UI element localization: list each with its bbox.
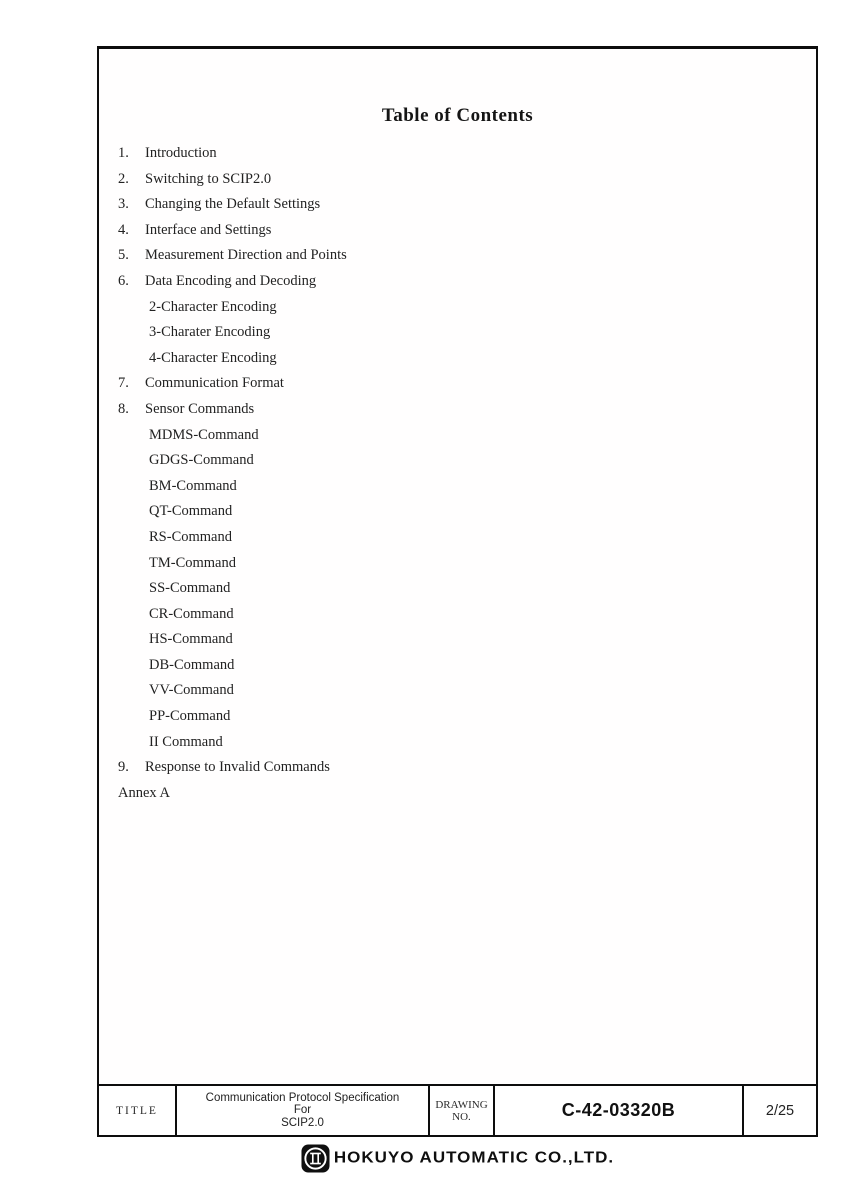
- toc-item: [118, 653, 678, 679]
- toc-item-number: 4.: [118, 221, 129, 238]
- toc-item-label: VV-Command: [149, 682, 234, 699]
- toc-item-label: QT-Command: [149, 503, 233, 520]
- toc-item: [118, 243, 678, 269]
- toc-list: [118, 141, 678, 806]
- toc-item: [118, 397, 678, 423]
- company-name: HOKUYO AUTOMATIC CO.,LTD.: [333, 1148, 615, 1167]
- toc-item: [118, 602, 678, 628]
- toc-item: [118, 781, 678, 807]
- toc-item-label: MDMS-Command: [149, 426, 259, 443]
- toc-item-label: 4-Character Encoding: [149, 349, 277, 366]
- toc-item-label: TM-Command: [149, 554, 236, 571]
- toc-item: [118, 448, 678, 474]
- toc-item-label: DB-Command: [149, 656, 235, 673]
- toc-item-number: 5.: [118, 247, 129, 264]
- toc-item-label: BM-Command: [149, 477, 237, 494]
- toc-item-label: Sensor Commands: [145, 400, 255, 417]
- toc-item: [118, 320, 678, 346]
- toc-item: [118, 551, 678, 577]
- toc-item: [118, 499, 678, 525]
- toc-item-label: RS-Command: [149, 528, 232, 545]
- toc-item: [118, 576, 678, 602]
- toc-item-label: 3-Charater Encoding: [149, 324, 271, 341]
- title-block-drawing-number: C-42-03320B: [495, 1086, 744, 1135]
- title-block-drawing-no-label: DRAWING NO.: [430, 1086, 495, 1135]
- toc-item: [118, 423, 678, 449]
- toc-item-number: 8.: [118, 400, 129, 417]
- hokuyo-logo-icon: [301, 1144, 330, 1173]
- toc-item: [118, 346, 678, 372]
- toc-item-number: 9.: [118, 759, 129, 776]
- toc-item-label: Interface and Settings: [145, 221, 272, 238]
- toc-item-label: Measurement Direction and Points: [145, 247, 347, 264]
- toc-item-label: GDGS-Command: [149, 452, 254, 469]
- toc-item-number: 1.: [118, 145, 129, 161]
- toc-item-label: Switching to SCIP2.0: [145, 170, 272, 187]
- toc-item-label: Introduction: [145, 145, 217, 161]
- toc-item-label: CR-Command: [149, 605, 234, 622]
- toc-item: [118, 525, 678, 551]
- footer-brand: [97, 1142, 818, 1174]
- toc-item: [118, 167, 678, 193]
- toc-item: [118, 218, 678, 244]
- toc-item: [118, 269, 678, 295]
- toc-item-label: 2-Character Encoding: [149, 298, 277, 315]
- toc-item: [118, 141, 678, 167]
- title-block-label: TITLE: [99, 1086, 177, 1135]
- toc-item-label: Communication Format: [145, 375, 284, 392]
- toc-item-label: Changing the Default Settings: [145, 196, 321, 213]
- toc-item: [118, 704, 678, 730]
- title-block-document-title: Communication Protocol Specification For SCIP2.0: [177, 1086, 430, 1135]
- toc-item: [118, 730, 678, 756]
- toc-item-number: 3.: [118, 196, 129, 213]
- toc-item: [118, 755, 678, 781]
- footer-title-block-table: [97, 1084, 818, 1137]
- toc-item-label: PP-Command: [149, 708, 231, 725]
- toc-item-number: 7.: [118, 375, 129, 392]
- toc-item-label: II Command: [149, 733, 223, 750]
- toc-item-number: 6.: [118, 272, 129, 289]
- toc-item-label: Response to Invalid Commands: [145, 759, 330, 776]
- toc-item: [118, 371, 678, 397]
- toc-item-label: Data Encoding and Decoding: [145, 272, 317, 289]
- toc-item-label: HS-Command: [149, 631, 233, 648]
- toc-item-number: 2.: [118, 170, 129, 187]
- toc-item: [118, 295, 678, 321]
- toc-item: [118, 678, 678, 704]
- toc-item-label: Annex A: [118, 784, 170, 801]
- toc-item-label: SS-Command: [149, 580, 231, 597]
- title-block-page-indicator: 2/25: [765, 1102, 795, 1119]
- toc-item: [118, 627, 678, 653]
- toc-item: [118, 192, 678, 218]
- toc-item: [118, 474, 678, 500]
- page-title: Table of Contents: [381, 105, 534, 126]
